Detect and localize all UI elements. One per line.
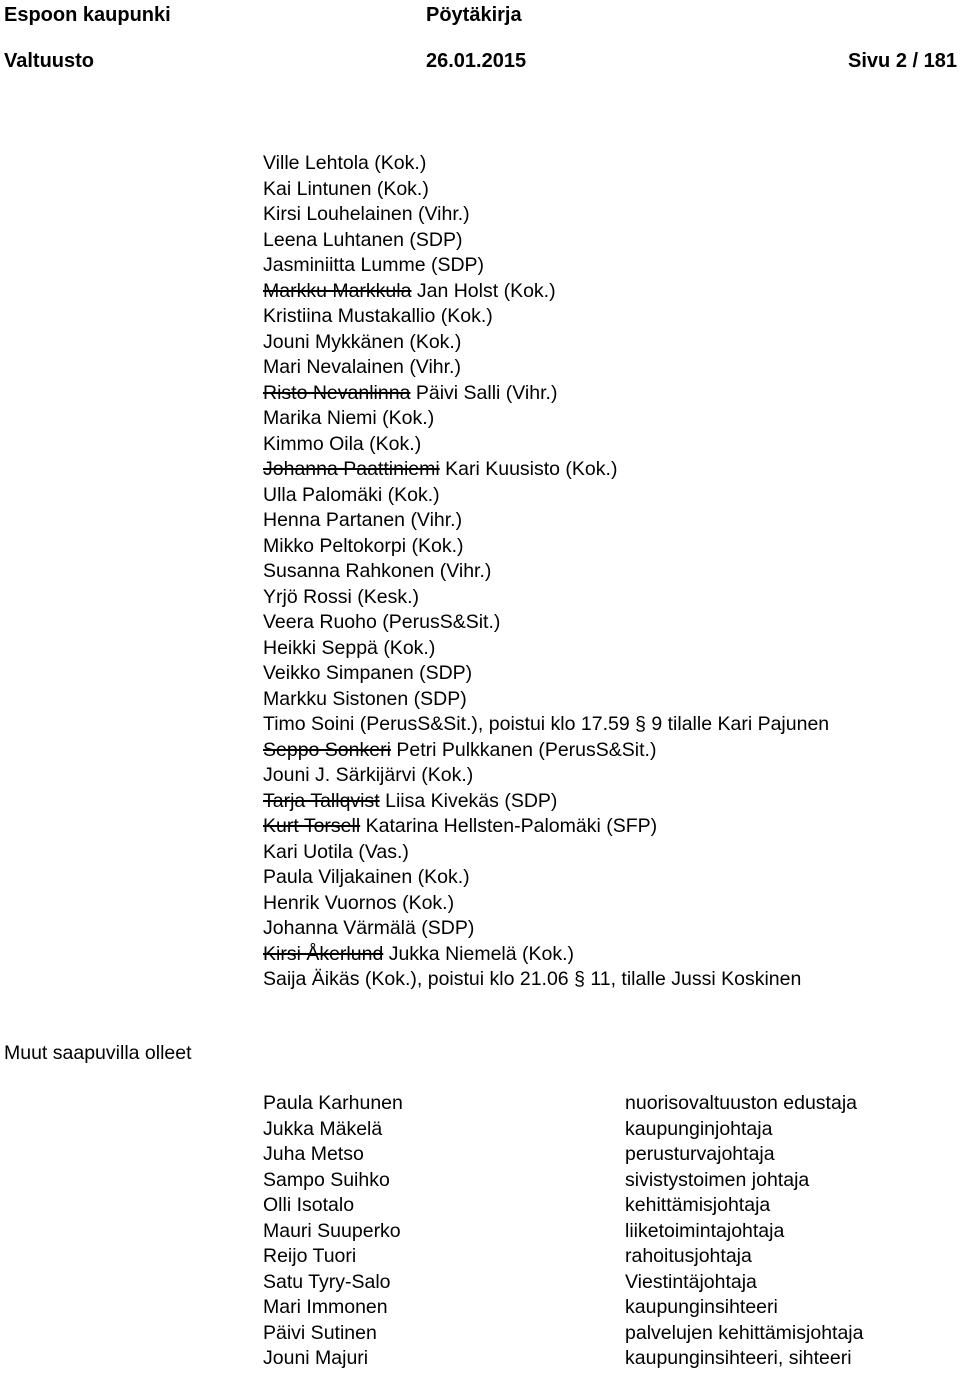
attendee-row xyxy=(263,534,829,560)
attendee-text: Jan Holst (Kok.) xyxy=(411,279,556,302)
other-attendee-name: Sampo Suihko xyxy=(263,1168,390,1191)
other-attendee-role: kaupunginsihteeri xyxy=(625,1296,778,1318)
replaced-member-name: Markku Markkula xyxy=(263,279,412,302)
other-attendee-row xyxy=(263,1219,943,1245)
replaced-member-name: Johanna Paattiniemi xyxy=(263,458,440,480)
attendee-row xyxy=(263,457,829,483)
attendee-text: Veera Ruoho (PerusS&Sit.) xyxy=(263,611,501,633)
other-attendee-name: Mauri Suuperko xyxy=(263,1219,401,1242)
attendee-text: Jukka Niemelä (Kok.) xyxy=(383,942,575,965)
other-attendee-name: Reijo Tuori xyxy=(263,1245,357,1267)
attendee-text: Yrjö Rossi (Kesk.) xyxy=(263,585,420,608)
attendee-text: Johanna Värmälä (SDP) xyxy=(263,917,475,939)
other-attendee-row xyxy=(263,1193,943,1219)
attendee-row xyxy=(263,483,829,509)
other-attendee-role: liiketoimintajohtaja xyxy=(625,1219,785,1242)
attendee-text: Kristiina Mustakallio (Kok.) xyxy=(263,305,493,327)
attendee-row xyxy=(263,330,829,356)
attendee-row xyxy=(263,942,829,968)
document-type: Pöytäkirja xyxy=(426,4,522,26)
attendee-text: Jasminiitta Lumme (SDP) xyxy=(263,254,485,276)
other-attendee-role: Viestintäjohtaja xyxy=(625,1270,757,1293)
attendee-text: Kirsi Louhelainen (Vihr.) xyxy=(263,203,470,225)
attendee-text: Paula Viljakainen (Kok.) xyxy=(263,866,470,888)
attendee-text: Ulla Palomäki (Kok.) xyxy=(263,483,440,506)
attendee-list xyxy=(263,151,829,993)
attendee-text: Susanna Rahkonen (Vihr.) xyxy=(263,560,492,582)
attendee-row xyxy=(263,865,829,891)
attendee-text: Kari Kuusisto (Kok.) xyxy=(439,458,618,480)
attendee-row xyxy=(263,406,829,432)
attendee-text: Mikko Peltokorpi (Kok.) xyxy=(263,534,464,557)
replaced-member-name: Tarja Tallqvist xyxy=(263,789,380,812)
other-attendee-row xyxy=(263,1168,943,1194)
attendee-text: Päivi Salli (Vihr.) xyxy=(410,381,558,404)
attendee-text: Liisa Kivekäs (SDP) xyxy=(379,789,558,812)
meeting-body: Valtuusto xyxy=(4,50,95,72)
attendee-text: Timo Soini (PerusS&Sit.), poistui klo 17.59 § 9 tilalle Kari Pajunen xyxy=(263,713,830,735)
other-attendees-list xyxy=(263,1091,943,1372)
attendee-row xyxy=(263,585,829,611)
attendee-row xyxy=(263,789,829,815)
organization-name: Espoon kaupunki xyxy=(4,4,171,26)
attendee-text: Ville Lehtola (Kok.) xyxy=(263,152,427,174)
other-attendee-role: palvelujen kehittämisjohtaja xyxy=(625,1321,864,1344)
attendee-row xyxy=(263,687,829,713)
attendee-row xyxy=(263,432,829,458)
attendee-row xyxy=(263,712,829,738)
other-attendee-role: sivistystoimen johtaja xyxy=(625,1168,810,1191)
attendee-row xyxy=(263,177,829,203)
attendee-row xyxy=(263,381,829,407)
other-attendee-row xyxy=(263,1142,943,1168)
attendee-row xyxy=(263,355,829,381)
replaced-member-name: Risto Nevanlinna xyxy=(263,381,411,404)
attendee-text: Petri Pulkkanen (PerusS&Sit.) xyxy=(390,738,657,761)
other-attendee-row xyxy=(263,1091,943,1117)
attendee-row xyxy=(263,967,829,993)
other-attendee-role: kaupunginsihteeri, sihteeri xyxy=(625,1347,852,1369)
attendee-text: Jouni Mykkänen (Kok.) xyxy=(263,330,462,353)
attendee-row xyxy=(263,151,829,177)
attendee-row xyxy=(263,559,829,585)
attendee-row xyxy=(263,253,829,279)
other-attendee-row xyxy=(263,1244,943,1270)
other-attendee-name: Juha Metso xyxy=(263,1143,364,1165)
other-attendee-role: perusturvajohtaja xyxy=(625,1143,775,1165)
attendee-row xyxy=(263,891,829,917)
replaced-member-name: Kurt Torsell xyxy=(263,815,361,837)
attendee-row xyxy=(263,840,829,866)
attendee-text: Henrik Vuornos (Kok.) xyxy=(263,891,455,914)
attendee-text: Veikko Simpanen (SDP) xyxy=(263,662,473,684)
attendee-text: Saija Äikäs (Kok.), poistui klo 21.06 § 11, tilalle Jussi Koskinen xyxy=(263,968,802,990)
replaced-member-name: Seppo Sonkeri xyxy=(263,738,391,761)
other-attendee-row xyxy=(263,1346,943,1372)
attendee-text: Kai Lintunen (Kok.) xyxy=(263,177,429,200)
attendee-text: Jouni J. Särkijärvi (Kok.) xyxy=(263,764,474,786)
other-attendee-role: rahoitusjohtaja xyxy=(625,1245,752,1267)
attendee-row xyxy=(263,636,829,662)
attendee-row xyxy=(263,304,829,330)
other-attendee-name: Satu Tyry-Salo xyxy=(263,1270,391,1293)
other-attendee-name: Mari Immonen xyxy=(263,1296,388,1318)
attendee-text: Heikki Seppä (Kok.) xyxy=(263,636,436,659)
other-attendee-name: Jukka Mäkelä xyxy=(263,1117,383,1140)
other-attendee-role: kehittämisjohtaja xyxy=(625,1194,771,1216)
other-attendee-row xyxy=(263,1321,943,1347)
attendee-text: Markku Sistonen (SDP) xyxy=(263,687,467,710)
attendee-text: Katarina Hellsten-Palomäki (SFP) xyxy=(360,815,658,837)
attendee-row xyxy=(263,508,829,534)
replaced-member-name: Kirsi Åkerlund xyxy=(263,942,384,965)
attendee-row xyxy=(263,814,829,840)
attendee-text: Kimmo Oila (Kok.) xyxy=(263,432,422,455)
attendee-row xyxy=(263,661,829,687)
attendee-row xyxy=(263,916,829,942)
attendee-text: Leena Luhtanen (SDP) xyxy=(263,228,463,251)
other-attendee-row xyxy=(263,1295,943,1321)
other-attendees-title: Muut saapuvilla olleet xyxy=(4,1042,192,1064)
other-attendee-name: Päivi Sutinen xyxy=(263,1321,377,1344)
page-number: Sivu 2 / 181 xyxy=(848,50,957,72)
attendee-text: Kari Uotila (Vas.) xyxy=(263,840,409,863)
attendee-row xyxy=(263,738,829,764)
other-attendee-row xyxy=(263,1270,943,1296)
attendee-row xyxy=(263,279,829,305)
other-attendee-role: nuorisovaltuuston edustaja xyxy=(625,1092,857,1114)
attendee-row xyxy=(263,202,829,228)
other-attendee-name: Olli Isotalo xyxy=(263,1194,355,1216)
attendee-row xyxy=(263,610,829,636)
attendee-text: Henna Partanen (Vihr.) xyxy=(263,509,463,531)
meeting-date: 26.01.2015 xyxy=(426,50,527,72)
attendee-row xyxy=(263,228,829,254)
other-attendee-name: Paula Karhunen xyxy=(263,1092,403,1114)
attendee-text: Mari Nevalainen (Vihr.) xyxy=(263,356,461,378)
other-attendee-name: Jouni Majuri xyxy=(263,1347,369,1369)
attendee-text: Marika Niemi (Kok.) xyxy=(263,407,435,429)
other-attendee-row xyxy=(263,1117,943,1143)
attendee-row xyxy=(263,763,829,789)
other-attendee-role: kaupunginjohtaja xyxy=(625,1117,773,1140)
